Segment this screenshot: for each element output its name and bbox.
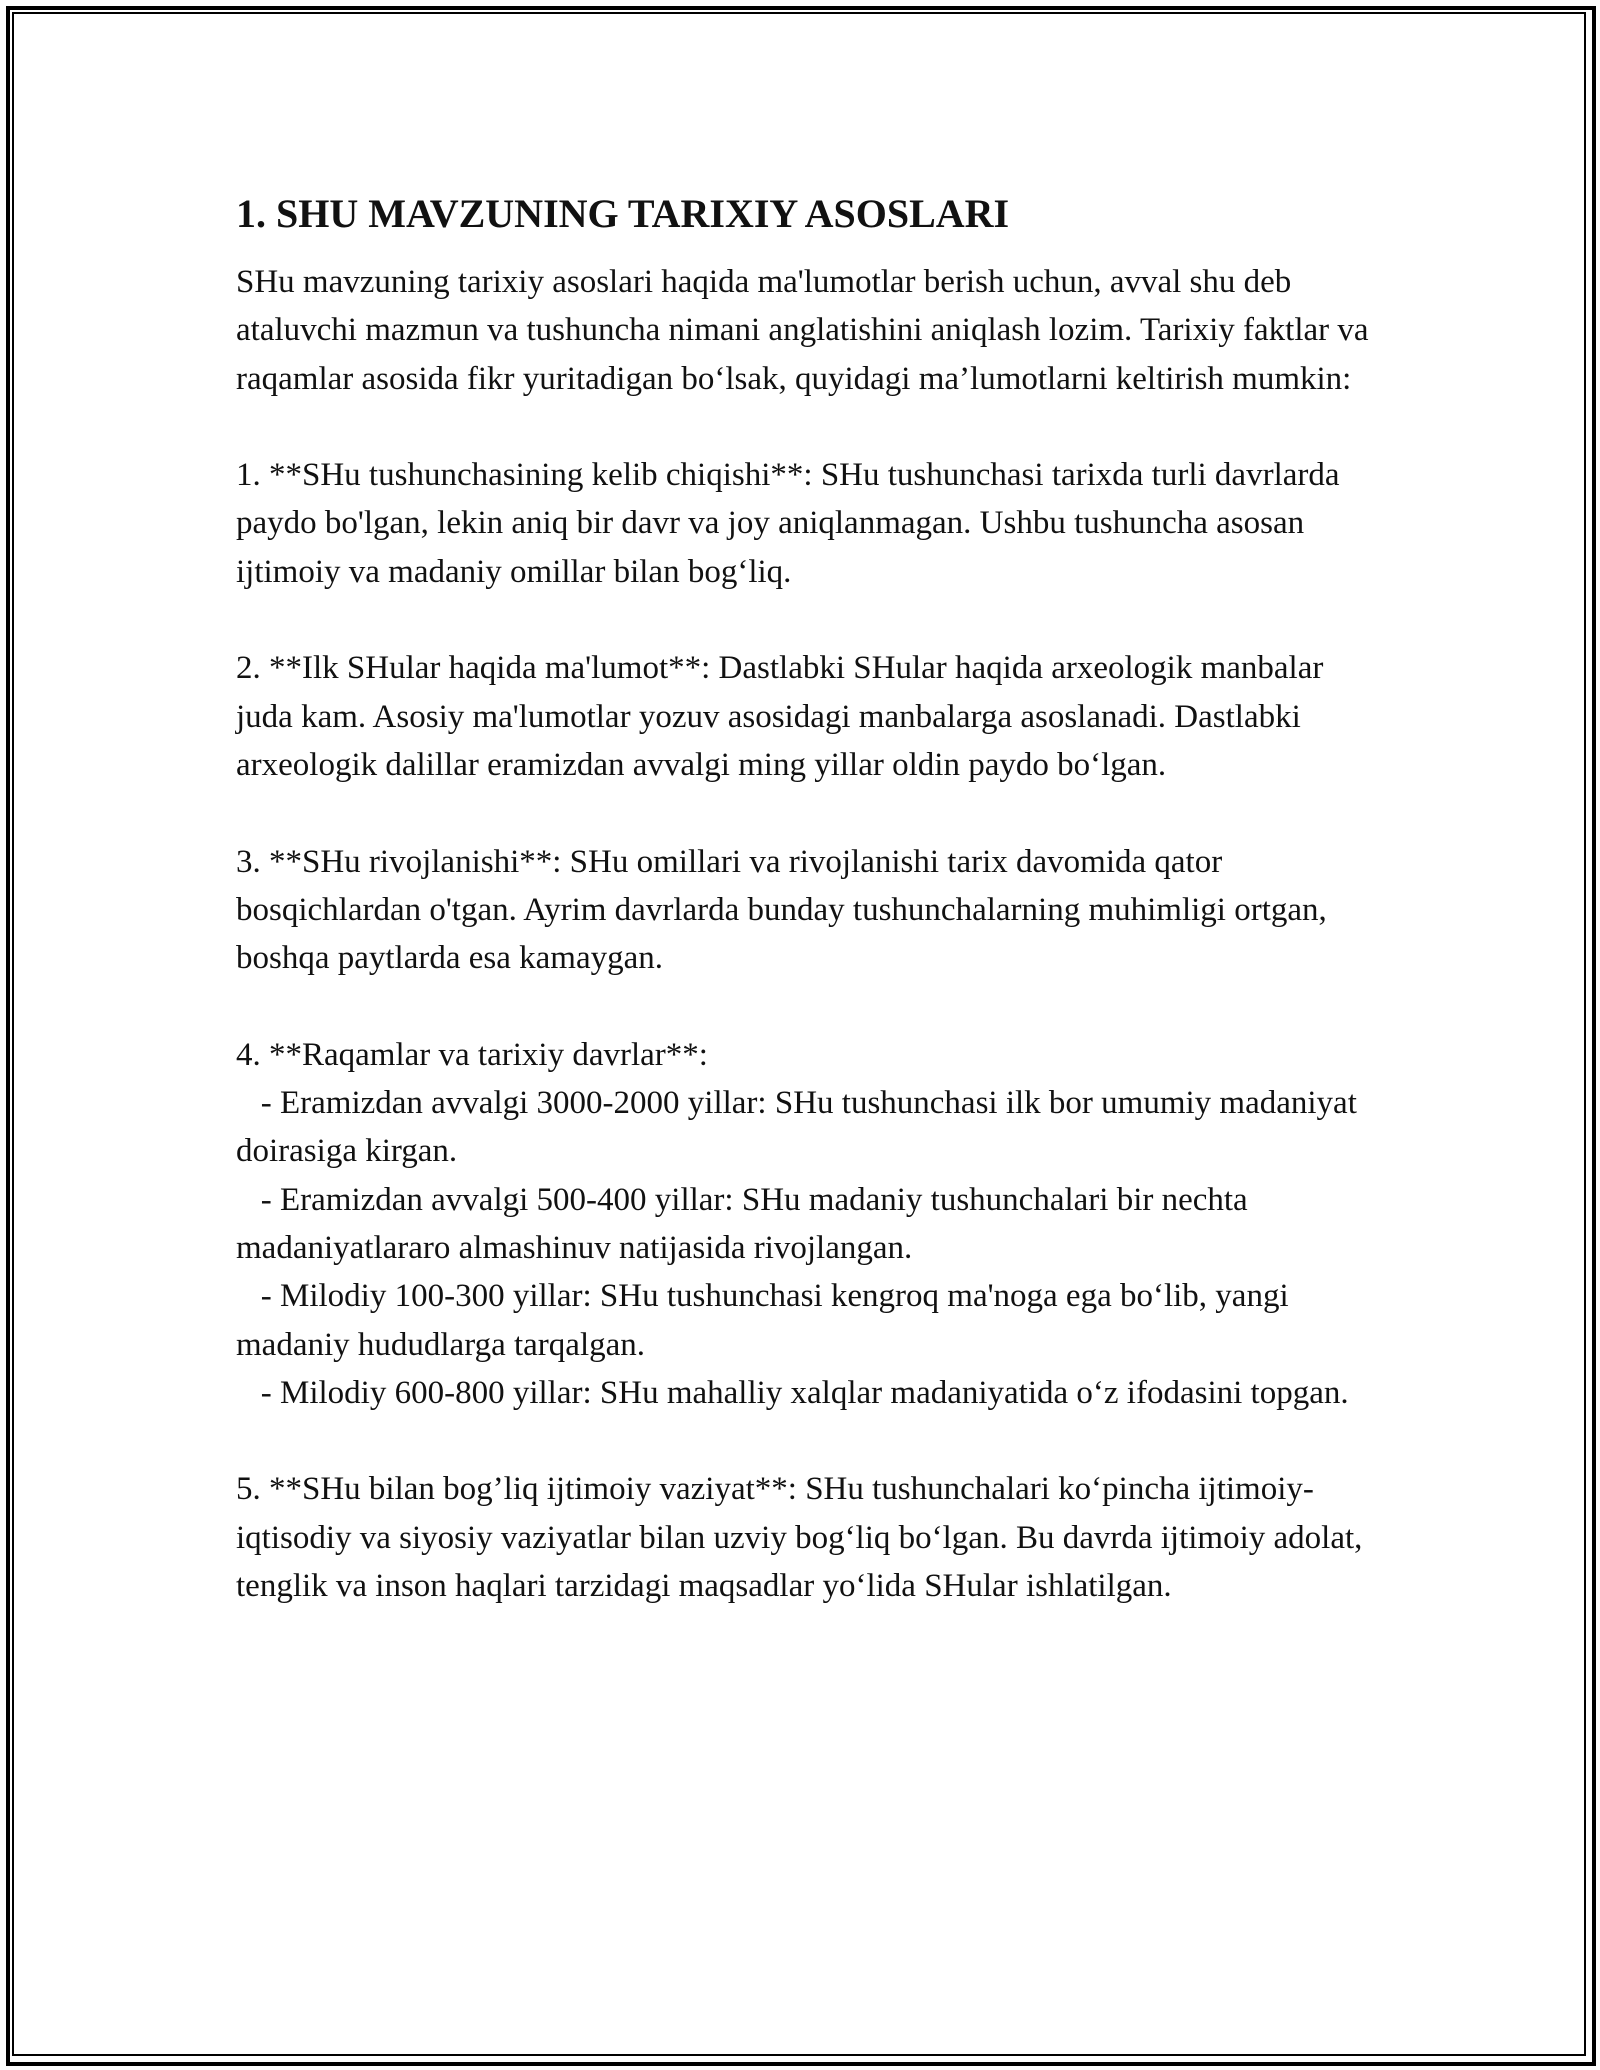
paragraph-gap [236, 1417, 1376, 1465]
document-body [236, 188, 1376, 1610]
document-title: 1. SHU MAVZUNING TARIXIY ASOSLARI [236, 191, 1010, 236]
sub-item-3: - Milodiy 100-300 yillar: SHu tushunchasi kengroq ma'noga ega bo‘lib, yangi madaniy hududlarga tarqalgan. [236, 1278, 1297, 1363]
sub-item-1: - Eramizdan avvalgi 3000-2000 yillar: SHu tushunchasi ilk bor umumiy madaniyat doirasiga kirgan. [236, 1085, 1366, 1170]
sub-item-2: - Eramizdan avvalgi 500-400 yillar: SHu madaniy tushunchalari bir nechta madaniyatlararo almashinuv natijasida rivojlangan. [236, 1181, 1256, 1266]
paragraph-gap [236, 982, 1376, 1030]
list-item-3: 3. **SHu rivojlanishi**: SHu omillari va rivojlanishi tarix davomida qator bosqichlardan o'tgan. Ayrim davrlarda bunday tushunchalarning muhimligi ortgan, boshqa paytlarda esa kamaygan. [236, 843, 1336, 977]
list-item-5: 5. **SHu bilan bog’liq ijtimoiy vaziyat**: SHu tushunchalari ko‘pincha ijtimoiy-iqtisodiy va siyosiy vaziyatlar bilan uzviy bog‘liq bo‘lgan. Bu davrda ijtimoiy adolat, tenglik va inson haqlari tarzidagi maqsadlar yo‘lida SHular ishlatilgan. [236, 1471, 1371, 1605]
paragraph-gap [236, 403, 1376, 451]
paragraph-gap [236, 596, 1376, 644]
sub-item-4: - Milodiy 600-800 yillar: SHu mahalliy xalqlar madaniyatida o‘z ifodasini topgan. [236, 1374, 1349, 1411]
list-item-1: 1. **SHu tushunchasining kelib chiqishi**: SHu tushunchasi tarixda turli davrlarda paydo bo'lgan, lekin aniq bir davr va joy aniqlanmagan. Ushbu tushuncha asosan ijtimoiy va madaniy omillar bilan bog‘liq. [236, 457, 1348, 590]
intro-paragraph: SHu mavzuning tarixiy asoslari haqida ma'lumotlar berish uchun, avval shu deb ataluvchi mazmun va tushuncha nimani anglatishini aniqlash lozim. Tarixiy faktlar va raqamlar asosida fikr yuritadigan bo‘lsak, quyidagi ma’lumotlarni keltirish mumkin: [236, 264, 1377, 397]
list-item-4-heading: 4. **Raqamlar va tarixiy davrlar**: [236, 1036, 708, 1073]
list-item-2: 2. **Ilk SHular haqida ma'lumot**: Dastlabki SHular haqida arxeologik manbalar juda kam. Asosiy ma'lumotlar yozuv asosidagi manbalarga asoslanadi. Dastlabki arxeologik dalillar eramizdan avvalgi ming yillar oldin paydo bo‘lgan. [236, 650, 1332, 783]
paragraph-gap [236, 789, 1376, 837]
